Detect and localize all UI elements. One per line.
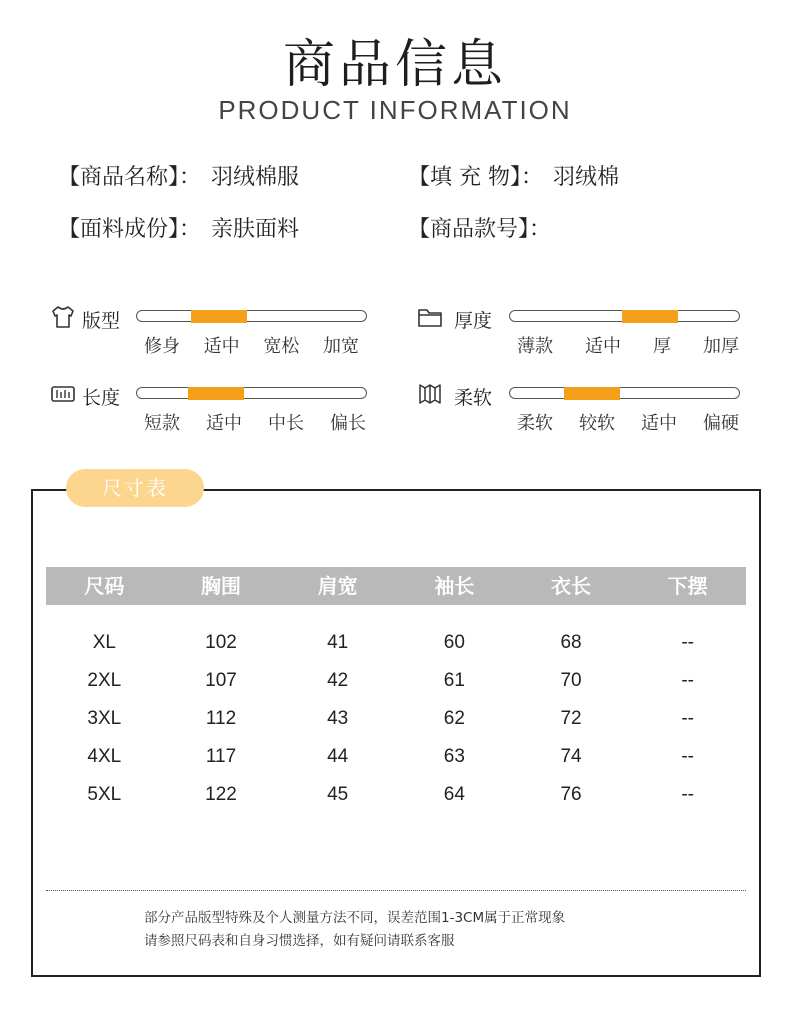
table-cell: -- xyxy=(681,746,695,767)
softness-slider-fill xyxy=(564,387,620,400)
length-slider-fill xyxy=(188,387,244,400)
table-cell: 62 xyxy=(443,708,465,729)
table-cell: 107 xyxy=(205,670,237,691)
column-header: 下摆 xyxy=(667,574,708,598)
column-header: 胸围 xyxy=(201,574,241,598)
ruler-icon xyxy=(50,381,78,409)
table-row xyxy=(46,738,746,776)
filling-value: 羽绒棉 xyxy=(553,165,620,190)
product-name-label: 【商品名称】： xyxy=(58,165,202,190)
option-label: 适中 xyxy=(203,336,240,357)
option-label: 偏长 xyxy=(330,413,366,434)
column-header: 袖长 xyxy=(434,574,475,598)
fabric-label: 【面料成份】： xyxy=(58,217,202,242)
attribute-name: 柔软 xyxy=(454,387,493,409)
attribute-name: 厚度 xyxy=(454,310,493,332)
thickness-slider-fill xyxy=(622,310,678,323)
tshirt-icon xyxy=(50,304,78,332)
length-options xyxy=(144,409,366,435)
fabric-icon xyxy=(417,381,445,409)
selection-note: 请参照尺码表和自身习惯选择，如有疑问请联系客服 xyxy=(144,933,455,949)
option-label: 适中 xyxy=(206,413,242,434)
table-cell: 4XL xyxy=(87,746,122,767)
table-cell: -- xyxy=(681,784,695,805)
fabric-value: 亲肤面料 xyxy=(211,217,300,242)
table-cell: 112 xyxy=(205,708,237,729)
table-row xyxy=(46,624,746,662)
table-cell: XL xyxy=(92,632,116,653)
table-cell: -- xyxy=(681,670,695,691)
table-cell: 44 xyxy=(327,746,349,767)
table-cell: 3XL xyxy=(87,708,122,729)
attribute-thickness xyxy=(417,304,747,364)
table-divider xyxy=(46,890,746,891)
fabric-row xyxy=(58,212,299,243)
table-cell: 41 xyxy=(327,632,349,653)
option-label: 修身 xyxy=(144,336,180,357)
table-cell: 60 xyxy=(443,632,465,653)
table-cell: 76 xyxy=(560,784,582,805)
fit-options xyxy=(144,332,359,358)
table-cell: -- xyxy=(681,632,695,653)
table-cell: 102 xyxy=(205,632,237,653)
table-row xyxy=(46,700,746,738)
option-label: 较软 xyxy=(579,413,615,434)
table-cell: 68 xyxy=(560,632,582,653)
option-label: 偏硬 xyxy=(703,413,739,434)
table-cell: 64 xyxy=(443,784,465,805)
thickness-options xyxy=(517,332,739,358)
table-cell: 122 xyxy=(205,784,237,805)
measurement-note: 部分产品版型特殊及个人测量方法不同，误差范围1-3CM属于正常现象 xyxy=(144,910,566,926)
table-cell: 61 xyxy=(443,670,465,691)
page-subtitle: PRODUCT INFORMATION xyxy=(218,95,572,125)
attribute-name: 长度 xyxy=(82,387,121,409)
table-row xyxy=(46,776,746,814)
softness-slider-track xyxy=(509,387,740,399)
folder-icon xyxy=(417,304,445,332)
option-label: 适中 xyxy=(641,413,677,434)
size-table-body xyxy=(46,624,746,814)
column-header: 肩宽 xyxy=(317,574,358,598)
table-cell: -- xyxy=(681,708,695,729)
table-cell: 72 xyxy=(560,708,582,729)
option-label: 柔软 xyxy=(517,413,553,434)
model-number-label: 【商品款号】： xyxy=(408,217,552,242)
column-header: 衣长 xyxy=(551,574,592,598)
table-cell: 74 xyxy=(560,746,582,767)
table-cell: 45 xyxy=(327,784,349,805)
model-number-row xyxy=(408,212,561,243)
attribute-length xyxy=(50,381,380,441)
option-label: 厚 xyxy=(653,336,671,357)
thickness-slider-track xyxy=(509,310,740,322)
size-table-tab: 尺寸表 xyxy=(66,469,204,507)
option-label: 加厚 xyxy=(703,336,739,357)
column-header: 尺码 xyxy=(84,574,125,598)
attribute-softness xyxy=(417,381,747,441)
product-name-value: 羽绒棉服 xyxy=(211,165,300,190)
fit-slider-fill xyxy=(191,310,247,323)
option-label: 短款 xyxy=(144,413,180,434)
table-cell: 117 xyxy=(205,746,237,767)
page-title: 商品信息 xyxy=(282,35,507,95)
table-cell: 43 xyxy=(327,708,349,729)
table-cell: 5XL xyxy=(87,784,122,805)
option-label: 中长 xyxy=(268,413,304,434)
product-name-row xyxy=(58,160,299,191)
option-label: 加宽 xyxy=(322,336,359,357)
option-label: 宽松 xyxy=(263,336,300,357)
attribute-name: 版型 xyxy=(82,310,121,332)
table-cell: 70 xyxy=(560,670,582,691)
size-table-header xyxy=(46,567,746,605)
fit-slider-track xyxy=(136,310,367,322)
table-cell: 63 xyxy=(443,746,465,767)
length-slider-track xyxy=(136,387,367,399)
option-label: 薄款 xyxy=(517,336,553,357)
softness-options xyxy=(517,409,739,435)
option-label: 适中 xyxy=(585,336,621,357)
table-row xyxy=(46,662,746,700)
attribute-fit xyxy=(50,304,380,364)
filling-label: 【填 充 物】： xyxy=(408,165,543,190)
table-cell: 2XL xyxy=(87,670,122,691)
filling-row xyxy=(408,160,619,191)
table-cell: 42 xyxy=(327,670,349,691)
